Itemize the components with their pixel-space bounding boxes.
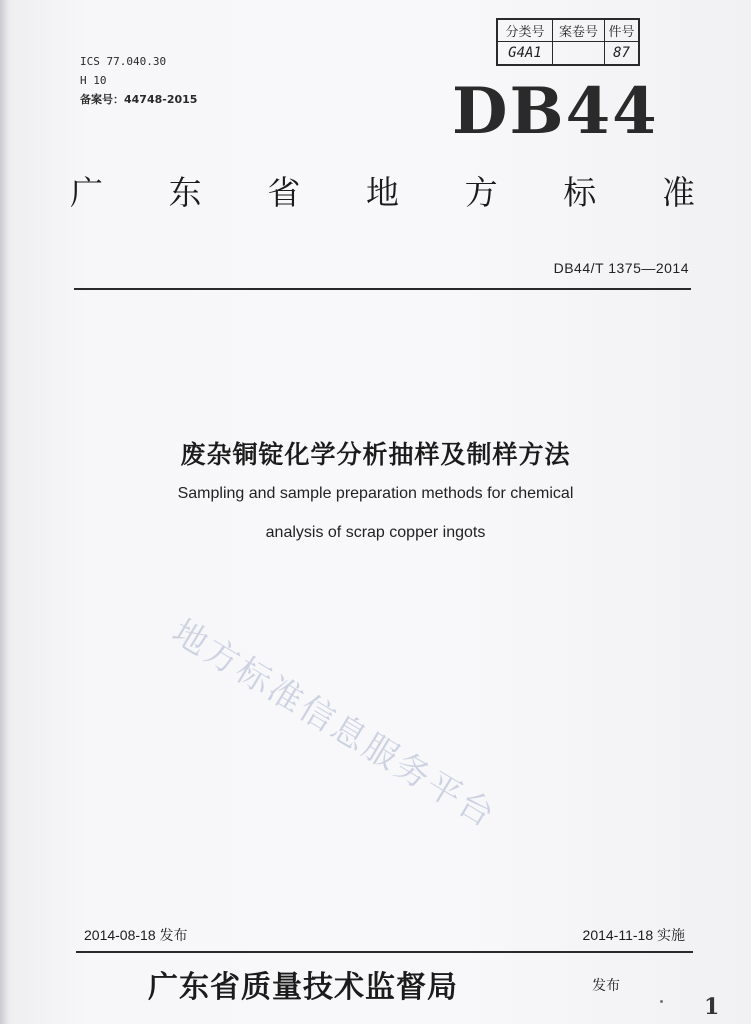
record-number: 备案号：44748-2015 [80, 93, 198, 106]
archive-header-file: 案卷号 [553, 20, 605, 42]
standard-type-heading [70, 167, 695, 214]
document-title-en-line1: Sampling and sample preparation methods for chemical [177, 485, 574, 502]
archive-header-item: 件号 [605, 20, 638, 42]
scan-speck [660, 1000, 663, 1003]
standard-number: DB44/T 1375—2014 [553, 260, 689, 276]
ccs-code: H 10 [80, 74, 107, 87]
footer-rule [76, 951, 693, 953]
document-title-en-line2: analysis of scrap copper ingots [265, 524, 486, 541]
archive-header-category: 分类号 [498, 20, 553, 42]
archive-stamp-table [496, 18, 640, 66]
issuing-authority: 广东省质量技术监督局 [148, 970, 458, 1005]
ics-code: ICS 77.040.30 [80, 55, 167, 68]
heading-char: 地 [365, 173, 399, 212]
issue-date: 2014-08-18 发布 [84, 927, 188, 943]
heading-char: 东 [168, 173, 202, 212]
page-number: 1 [704, 994, 720, 1020]
implementation-date: 2014-11-18 实施 [582, 927, 685, 943]
heading-char: 准 [661, 173, 695, 212]
archive-value-item: 87 [613, 45, 630, 61]
classification-meta [80, 52, 197, 109]
header-rule [74, 288, 691, 290]
scan-edge-shadow [0, 0, 10, 1024]
heading-char: 广 [70, 173, 103, 212]
issued-label: 发布 [592, 978, 620, 994]
document-title-cn: 废杂铜锭化学分析抽样及制样方法 [180, 440, 571, 469]
heading-char: 标 [563, 173, 597, 212]
archive-value-file [553, 42, 605, 64]
archive-value-category: G4A1 [498, 42, 553, 64]
heading-char: 方 [464, 173, 498, 212]
heading-char: 省 [267, 173, 301, 212]
watermark-text: 地方标准信息服务平台 [165, 611, 504, 837]
db44-logo: DB44 [452, 74, 659, 149]
